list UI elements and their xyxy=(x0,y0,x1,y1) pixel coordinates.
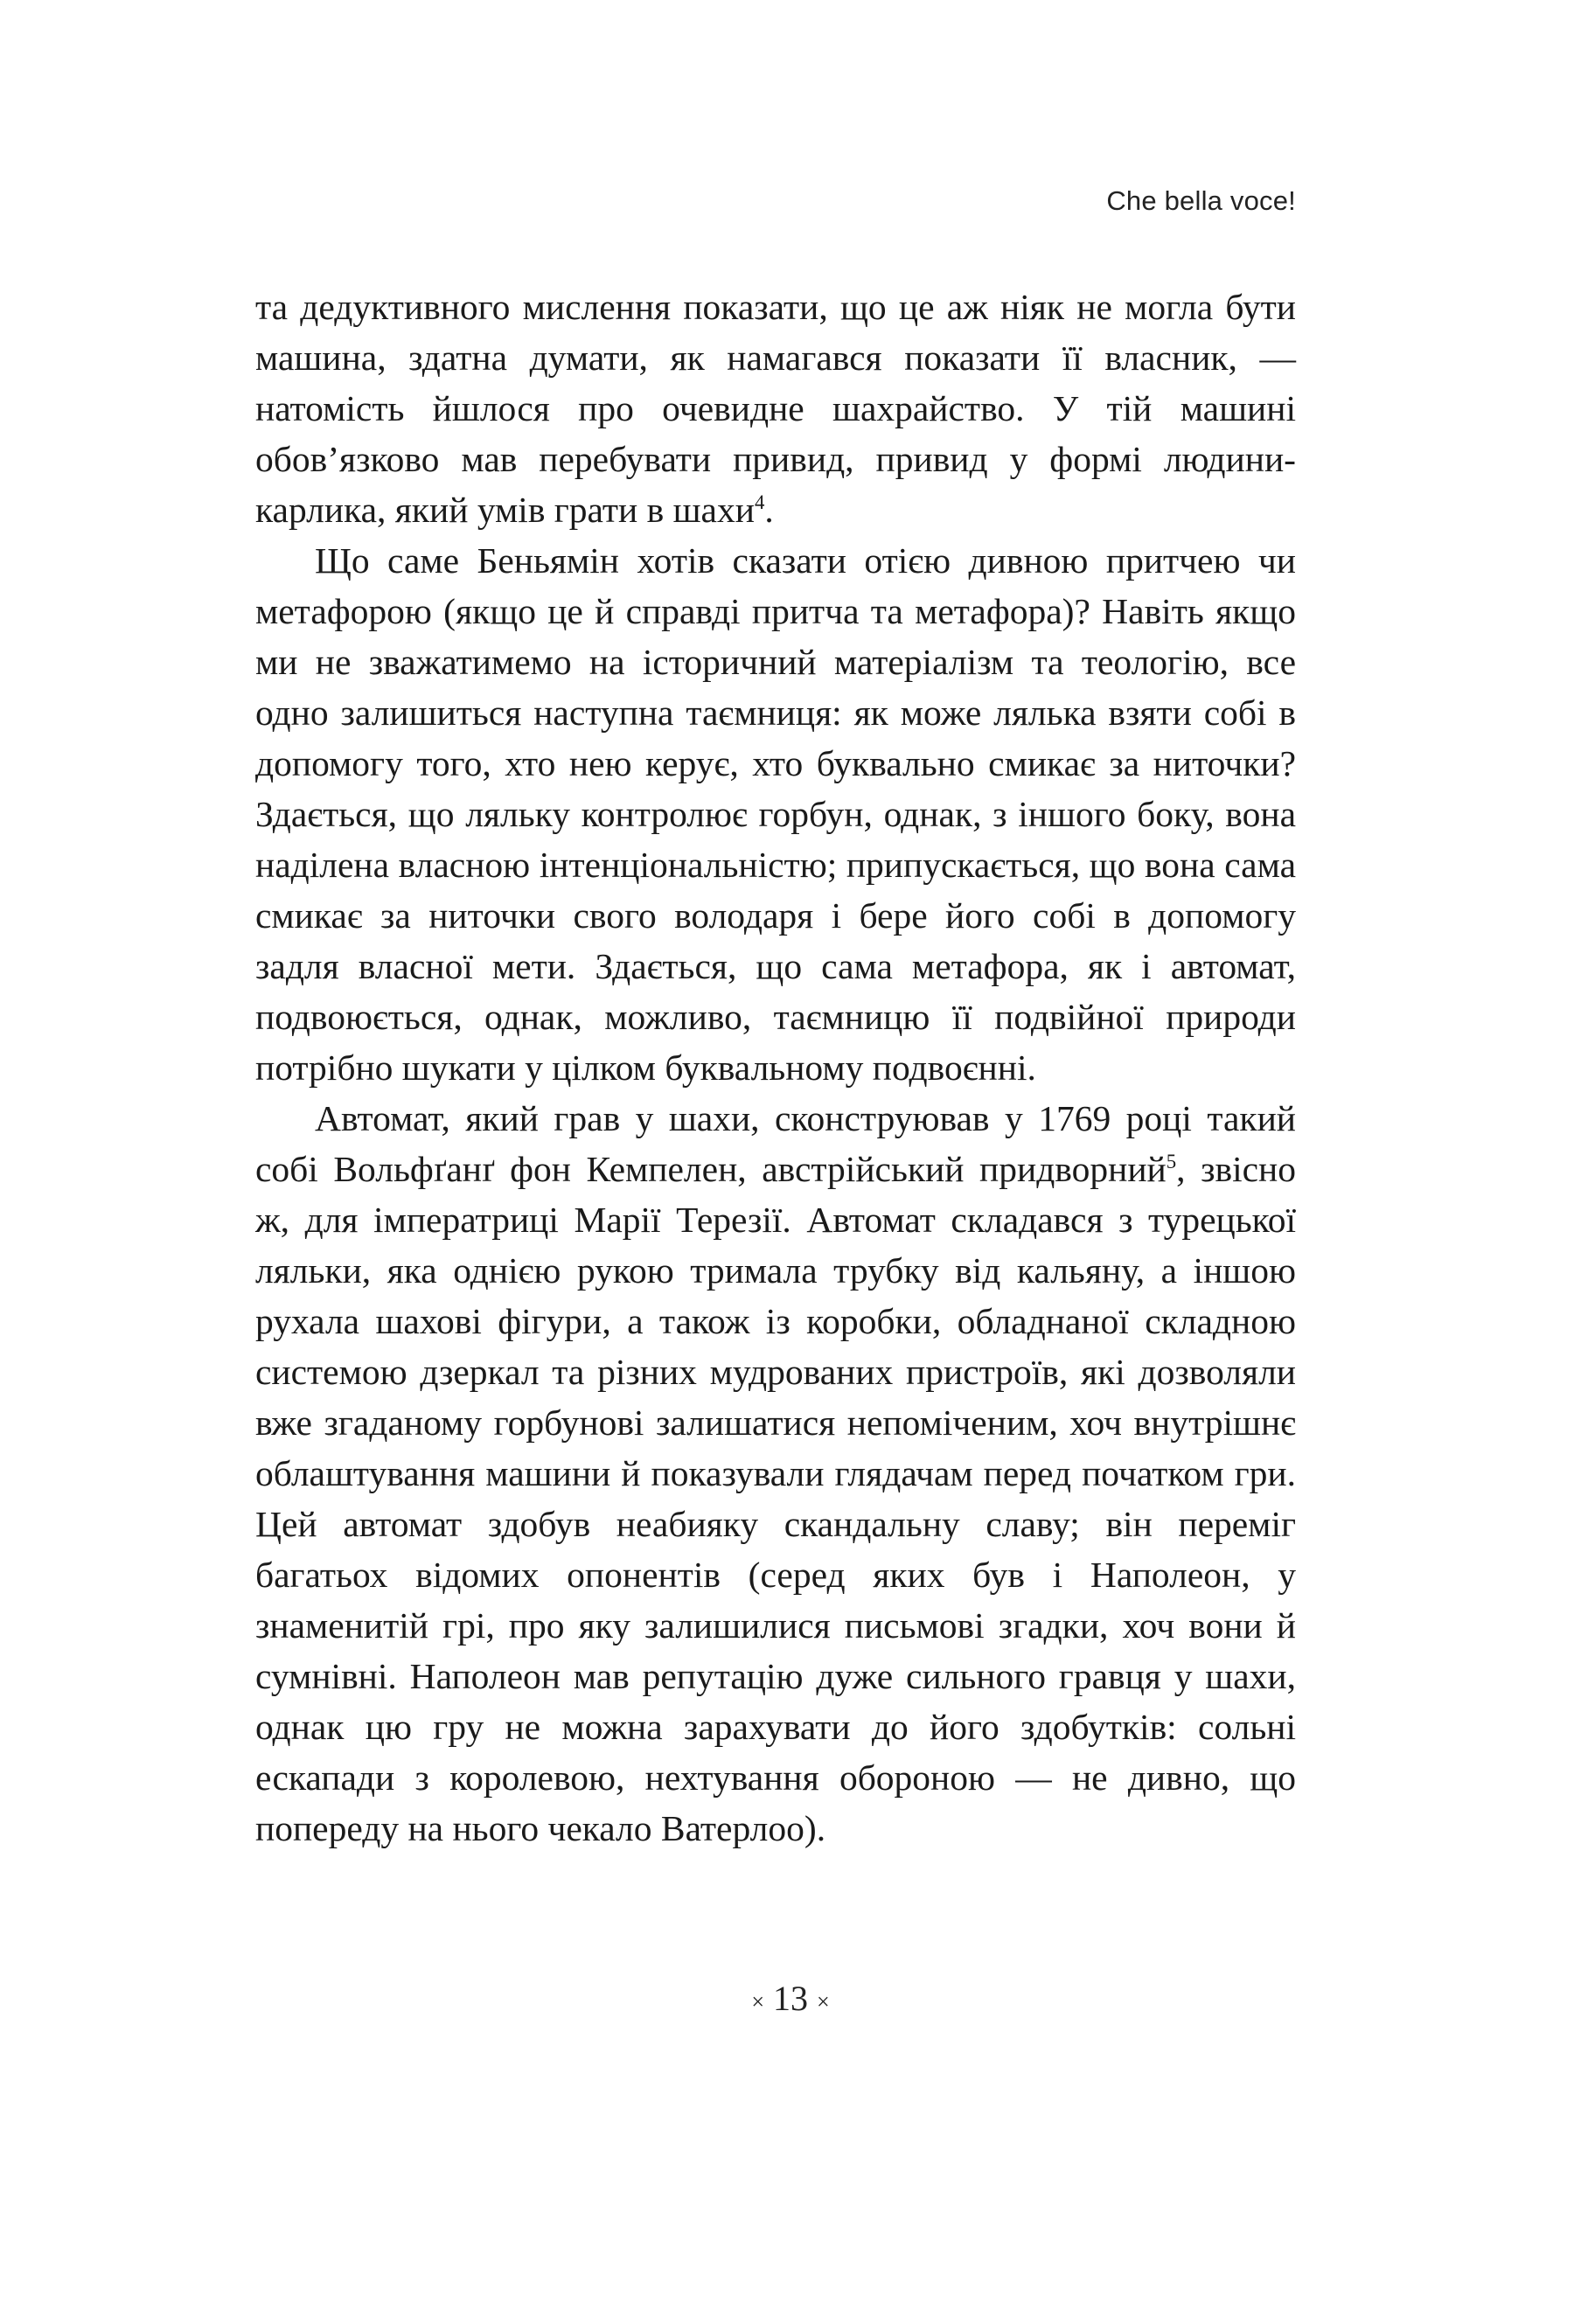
page-footer xyxy=(0,1978,1581,2019)
paragraph-3-tail: , звісно ж, для імператриці Марії Терезії. Автомат складався з турецької ляльки, яка однією рукою тримала трубку від кальяну, а іншою рухала шахові фігури, а також із коробки, обладнаної складною системою дзеркал та різних мудрованих пристроїв, які дозволяли вже згаданому горбунові залишатися непоміченим, хоч внутрішнє облаштування машини й показували глядачам перед початком гри. Цей автомат здобув неабияку скандальну славу; він переміг багатьох відомих опонентів (серед яких був і Наполеон, у знаменитій грі, про яку залишилися письмові згадки, хоч вони й сумнівні. Наполеон мав репутацію дуже сильного гравця у шахи, однак цю гру не можна зарахувати до його здобутків: сольні ескапади з королевою, нехтування обороною — не дивно, що попереду на нього чекало Ватерлоо). xyxy=(255,1149,1296,1848)
paragraph-3-text: Автомат, який грав у шахи, сконструював у 1769 році такий собі Вольфґанґ фон Кемпелен, австрійський придворний xyxy=(255,1098,1296,1189)
page-number: 13 xyxy=(773,1979,808,2018)
paragraph-1-text: та дедуктивного мислення показати, що це аж ніяк не могла бути машина, здатна думати, як намагався показати її власник, — натомість йшлося про очевидне шахрайство. У тій машині обов’язково мав перебувати привид, привид у формі людини-карлика, який умів грати в шахи xyxy=(255,287,1296,530)
footnote-marker-5[interactable]: 5 xyxy=(1166,1151,1177,1173)
body-text xyxy=(255,282,1296,1854)
paragraph-1 xyxy=(255,282,1296,535)
folio-ornament-right: × xyxy=(817,1988,830,2014)
paragraph-1-tail: . xyxy=(764,490,774,530)
footnote-marker-4[interactable]: 4 xyxy=(754,491,765,514)
folio-ornament-left: × xyxy=(751,1988,764,2014)
paragraph-2-text: Що саме Беньямін хотів сказати отією дивною притчею чи метафорою (якщо це й справді притча та метафора)? Навіть якщо ми не зважатимемо на історичний матеріалізм та теологію, все одно залишиться наступна таємниця: як може лялька взяти собі в допомогу того, хто нею керує, хто буквально смикає за ниточки? Здається, що ляльку контролює горбун, однак, з іншого боку, вона наділена власною інтенціональністю; припускається, що вона сама смикає за ниточки свого володаря і бере його собі в допомогу задля власної мети. Здається, що сама метафора, як і автомат, подвоюється, однак, можливо, таємницю її подвійної природи потрібно шукати у цілком буквальному подвоєнні. xyxy=(255,540,1296,1088)
running-head: Che bella voce! xyxy=(1106,185,1296,216)
paragraph-3 xyxy=(255,1093,1296,1854)
paragraph-2 xyxy=(255,535,1296,1093)
